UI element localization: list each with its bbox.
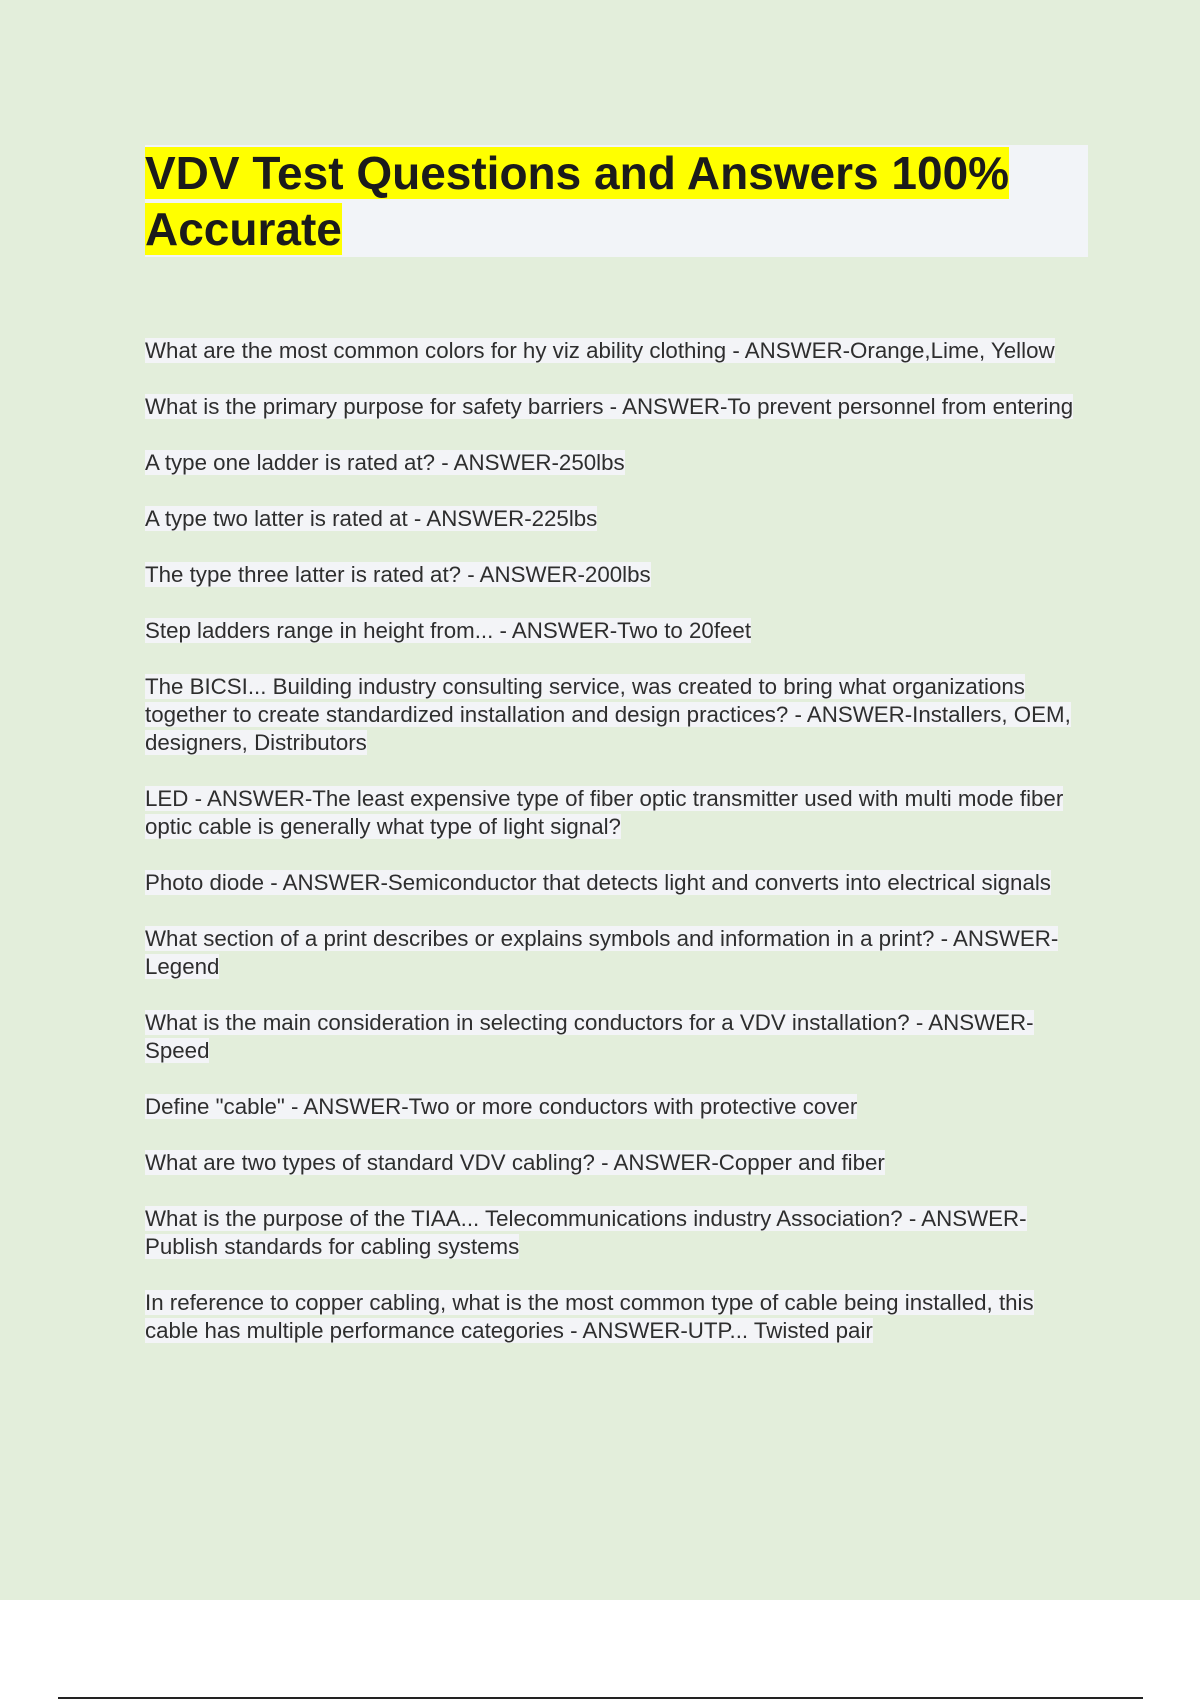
qa-text: What is the main consideration in selecting conductors for a VDV installation? - ANSWER-Speed [145,1010,1034,1063]
qa-text: What is the primary purpose for safety barriers - ANSWER-To prevent personnel from entering [145,394,1074,419]
qa-item [145,337,1075,365]
qa-item [145,505,1075,533]
qa-text: The BICSI... Building industry consulting service, was created to bring what organizations together to create standardized installation and design practices? - ANSWER-Installers, OEM, designers, Distributors [145,674,1071,755]
qa-item [145,673,1075,757]
title-block [145,145,1088,257]
qa-item [145,925,1075,981]
qa-item [145,449,1075,477]
qa-text: Photo diode - ANSWER-Semiconductor that detects light and converts into electrical signals [145,870,1051,895]
qa-item [145,1149,1075,1177]
qa-text: The type three latter is rated at? - ANSWER-200lbs [145,562,651,587]
qa-text: What is the purpose of the TIAA... Telecommunications industry Association? - ANSWER-Publish standards for cabling systems [145,1206,1027,1259]
qa-item [145,785,1075,841]
qa-text: In reference to copper cabling, what is the most common type of cable being installed, this cable has multiple performance categories - ANSWER-UTP... Twisted pair [145,1290,1034,1343]
qa-item [145,393,1075,421]
qa-text: What are two types of standard VDV cabling? - ANSWER-Copper and fiber [145,1150,885,1175]
qa-text: A type one ladder is rated at? - ANSWER-250lbs [145,450,625,475]
qa-item [145,561,1075,589]
document-title [145,145,1088,257]
qa-text: Step ladders range in height from... - ANSWER-Two to 20feet [145,618,752,643]
qa-text: What section of a print describes or explains symbols and information in a print? - ANSWER-Legend [145,926,1059,979]
qa-text: A type two latter is rated at - ANSWER-225lbs [145,506,598,531]
qa-item [145,1205,1075,1261]
qa-text: LED - ANSWER-The least expensive type of fiber optic transmitter used with multi mode fiber optic cable is generally what type of light signal? [145,786,1064,839]
qa-text: Define "cable" - ANSWER-Two or more conductors with protective cover [145,1094,858,1119]
qa-item [145,617,1075,645]
qa-item [145,1009,1075,1065]
qa-item [145,1093,1075,1121]
qa-list [145,337,1075,1373]
document-title-text: VDV Test Questions and Answers 100% Accurate [145,147,1010,255]
qa-text: What are the most common colors for hy viz ability clothing - ANSWER-Orange,Lime, Yellow [145,338,1055,363]
qa-item [145,869,1075,897]
qa-item [145,1289,1075,1345]
page-divider [58,1697,1143,1699]
